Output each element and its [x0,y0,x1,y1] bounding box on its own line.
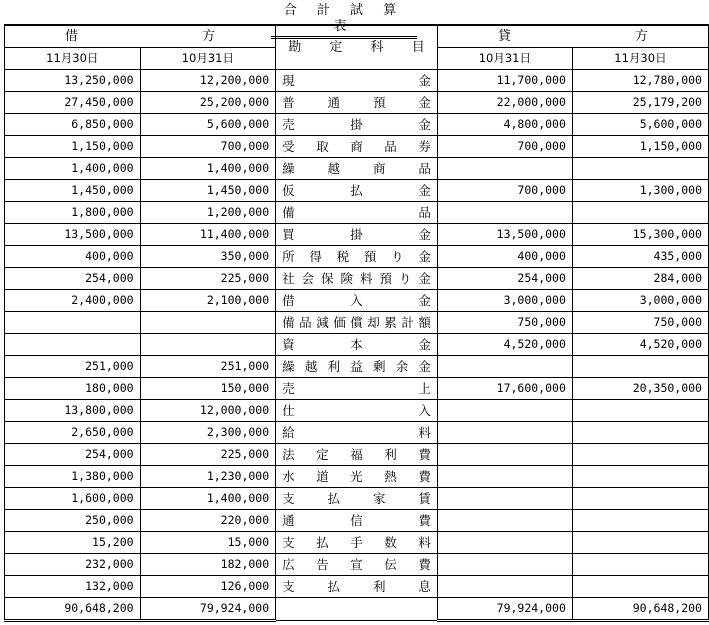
debit-nov-cell: 13,500,000 [5,224,141,246]
table-row [5,510,709,532]
account-name: 広告宣伝費 [282,557,431,572]
credit-oct-cell [437,554,572,576]
debit-oct-cell: 220,000 [140,510,276,532]
table-row [5,246,709,268]
credit-date-oct: 10月31日 [437,48,572,70]
table-row [5,554,709,576]
debit-oct-cell: 1,450,000 [140,180,276,202]
account-name: 支払家賃 [282,491,431,506]
debit-oct-cell: 25,200,000 [140,92,276,114]
debit-nov-cell: 1,400,000 [5,158,141,180]
account-name: 資本金 [282,337,431,352]
account-name: 社会保険料預り金 [282,271,431,286]
account-name-cell [276,246,438,268]
account-name-cell [276,114,438,136]
debit-nov-cell: 1,150,000 [5,136,141,158]
credit-nov-cell: 12,780,000 [572,70,708,92]
credit-oct-cell [437,510,572,532]
account-name: 仮払金 [282,183,431,198]
debit-nov-cell: 1,800,000 [5,202,141,224]
debit-nov-cell: 1,600,000 [5,488,141,510]
account-name-cell [276,70,438,92]
debit-oct-cell: 15,000 [140,532,276,554]
account-name: 備品減価償却累計額 [282,315,431,330]
credit-nov-cell [572,400,708,422]
table-row [5,532,709,554]
account-name-cell [276,180,438,202]
table-row [5,202,709,224]
debit-oct-cell: 251,000 [140,356,276,378]
total-account-cell [276,598,438,621]
credit-oct-cell [437,444,572,466]
credit-nov-cell [572,422,708,444]
credit-oct-cell [437,488,572,510]
debit-oct-cell: 126,000 [140,576,276,598]
account-name-cell [276,422,438,444]
debit-oct-cell: 1,400,000 [140,158,276,180]
credit-oct-cell [437,400,572,422]
account-name-cell [276,158,438,180]
credit-oct-cell: 13,500,000 [437,224,572,246]
account-name: 備品 [282,205,431,220]
credit-oct-cell: 4,520,000 [437,334,572,356]
account-name-cell [276,532,438,554]
account-name: 給料 [282,425,431,440]
account-name: 売上 [282,381,431,396]
debit-oct-cell: 150,000 [140,378,276,400]
debit-nov-cell: 1,450,000 [5,180,141,202]
credit-date-nov: 11月30日 [572,48,708,70]
credit-nov-cell: 750,000 [572,312,708,334]
account-name: 所得税預り金 [282,249,431,264]
account-name-cell [276,312,438,334]
table-row [5,268,709,290]
account-name: 借入金 [282,293,431,308]
table-row [5,466,709,488]
table-row [5,422,709,444]
account-header: 勘 定 科 目 [276,25,438,70]
debit-oct-cell: 1,230,000 [140,466,276,488]
table-row [5,400,709,422]
credit-oct-cell: 22,000,000 [437,92,572,114]
table-row [5,378,709,400]
credit-nov-cell: 4,520,000 [572,334,708,356]
credit-oct-cell: 700,000 [437,180,572,202]
account-name-cell [276,466,438,488]
debit-nov-cell: 250,000 [5,510,141,532]
totals-row [5,598,709,621]
account-name: 支払利息 [282,579,431,594]
credit-oct-cell [437,158,572,180]
debit-oct-cell: 350,000 [140,246,276,268]
account-name-cell [276,510,438,532]
credit-oct-cell [437,466,572,488]
credit-nov-cell: 15,300,000 [572,224,708,246]
credit-oct-cell [437,202,572,224]
account-name: 通信費 [282,513,431,528]
debit-oct-cell: 182,000 [140,554,276,576]
total-debit-nov: 90,648,200 [5,598,141,621]
debit-oct-cell [140,334,276,356]
trial-balance-table [4,24,709,622]
credit-nov-cell [572,510,708,532]
credit-nov-cell [572,356,708,378]
credit-nov-cell [572,532,708,554]
debit-nov-cell: 13,800,000 [5,400,141,422]
total-debit-oct: 79,924,000 [140,598,276,621]
debit-nov-cell: 13,250,000 [5,70,141,92]
credit-nov-cell: 20,350,000 [572,378,708,400]
debit-nov-cell: 400,000 [5,246,141,268]
debit-nov-cell: 232,000 [5,554,141,576]
account-name: 水道光熱費 [282,469,431,484]
table-row [5,290,709,312]
table-row [5,136,709,158]
credit-nov-cell [572,576,708,598]
debit-oct-cell: 12,000,000 [140,400,276,422]
account-name: 法定福利費 [282,447,431,462]
debit-header: 借 方 [5,25,276,48]
table-row [5,356,709,378]
table-row [5,158,709,180]
debit-nov-cell: 6,850,000 [5,114,141,136]
table-row [5,92,709,114]
credit-nov-cell: 1,300,000 [572,180,708,202]
credit-oct-cell: 700,000 [437,136,572,158]
account-name-cell [276,444,438,466]
account-name-cell [276,136,438,158]
credit-header: 貸 方 [437,25,708,48]
debit-oct-cell: 5,600,000 [140,114,276,136]
debit-oct-cell: 225,000 [140,444,276,466]
credit-nov-cell [572,444,708,466]
table-row [5,488,709,510]
account-name-cell [276,400,438,422]
account-name-cell [276,224,438,246]
account-name-cell [276,356,438,378]
table-row [5,70,709,92]
credit-oct-cell [437,422,572,444]
table-row [5,180,709,202]
credit-nov-cell [572,202,708,224]
credit-oct-cell: 11,700,000 [437,70,572,92]
credit-nov-cell [572,554,708,576]
credit-oct-cell: 750,000 [437,312,572,334]
credit-nov-cell: 5,600,000 [572,114,708,136]
credit-oct-cell: 17,600,000 [437,378,572,400]
debit-oct-cell: 12,200,000 [140,70,276,92]
account-name: 繰越商品 [282,161,431,176]
credit-nov-cell: 284,000 [572,268,708,290]
debit-oct-cell: 1,400,000 [140,488,276,510]
debit-oct-cell: 2,300,000 [140,422,276,444]
credit-nov-cell: 3,000,000 [572,290,708,312]
account-name-cell [276,554,438,576]
credit-nov-cell: 435,000 [572,246,708,268]
debit-nov-cell: 251,000 [5,356,141,378]
debit-oct-cell: 225,000 [140,268,276,290]
debit-date-oct: 10月31日 [140,48,276,70]
debit-oct-cell: 700,000 [140,136,276,158]
debit-nov-cell: 2,400,000 [5,290,141,312]
debit-nov-cell: 180,000 [5,378,141,400]
credit-oct-cell [437,356,572,378]
debit-nov-cell: 254,000 [5,444,141,466]
credit-oct-cell [437,532,572,554]
account-name-cell [276,290,438,312]
debit-nov-cell [5,312,141,334]
debit-oct-cell: 2,100,000 [140,290,276,312]
debit-oct-cell [140,312,276,334]
account-name-cell [276,202,438,224]
debit-nov-cell: 254,000 [5,268,141,290]
credit-oct-cell: 254,000 [437,268,572,290]
title-area [0,0,690,34]
header-row-sides [5,25,709,48]
table-row [5,312,709,334]
debit-nov-cell: 2,650,000 [5,422,141,444]
account-name-cell [276,334,438,356]
account-name-cell [276,92,438,114]
credit-oct-cell: 4,800,000 [437,114,572,136]
credit-nov-cell: 25,179,200 [572,92,708,114]
account-name: 繰越利益剰余金 [282,359,431,374]
account-name: 売掛金 [282,117,431,132]
account-name-cell [276,488,438,510]
debit-nov-cell: 132,000 [5,576,141,598]
account-name: 普通預金 [282,95,431,110]
account-name: 現金 [282,73,431,88]
debit-nov-cell [5,334,141,356]
debit-nov-cell: 27,450,000 [5,92,141,114]
debit-nov-cell: 1,380,000 [5,466,141,488]
account-name-cell [276,268,438,290]
credit-nov-cell [572,488,708,510]
account-name: 受取商品券 [282,139,431,154]
table-row [5,114,709,136]
page-title: 合 計 試 算 表 [271,3,417,39]
account-rows [5,70,709,598]
credit-nov-cell [572,158,708,180]
table-row [5,224,709,246]
account-name: 仕入 [282,403,431,418]
total-credit-oct: 79,924,000 [437,598,572,621]
credit-oct-cell: 400,000 [437,246,572,268]
credit-oct-cell [437,576,572,598]
total-credit-nov: 90,648,200 [572,598,708,621]
debit-oct-cell: 1,200,000 [140,202,276,224]
account-name: 支払手数料 [282,535,431,550]
account-name: 買掛金 [282,227,431,242]
debit-nov-cell: 15,200 [5,532,141,554]
table-row [5,334,709,356]
credit-oct-cell: 3,000,000 [437,290,572,312]
debit-date-nov: 11月30日 [5,48,141,70]
account-name-cell [276,378,438,400]
account-name-cell [276,576,438,598]
table-row [5,444,709,466]
credit-nov-cell: 1,150,000 [572,136,708,158]
debit-oct-cell: 11,400,000 [140,224,276,246]
table-row [5,576,709,598]
credit-nov-cell [572,466,708,488]
